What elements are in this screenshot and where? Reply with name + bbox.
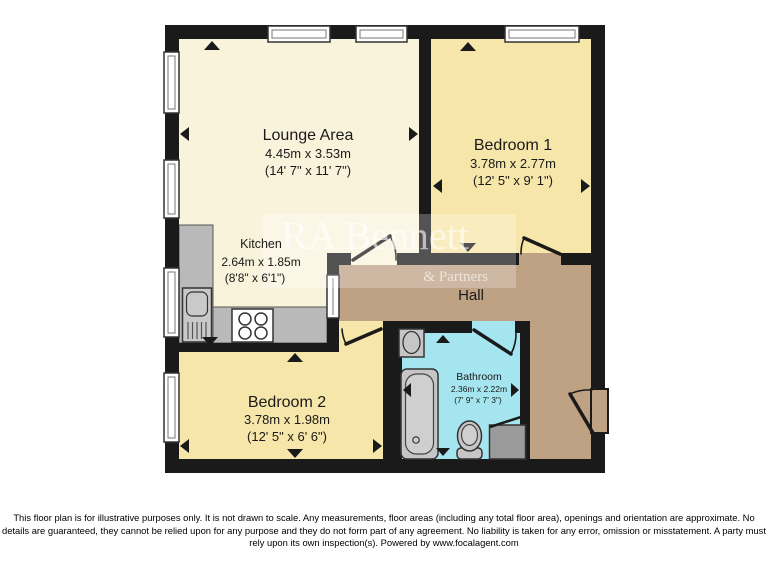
svg-text:Bedroom 1: Bedroom 1: [473, 137, 553, 154]
room-hall-lower-floor: [530, 265, 591, 459]
window-top-2: [356, 26, 407, 42]
svg-text:(12' 5" x 6' 6"): (12' 5" x 6' 6"): [247, 429, 327, 444]
toilet: [457, 421, 482, 459]
svg-text:(14' 7" x 11' 7"): (14' 7" x 11' 7"): [264, 163, 352, 178]
door-gap-bedroom1: [519, 253, 561, 265]
watermark-line1: RA Bennett: [281, 213, 469, 258]
window-top-1: [268, 26, 330, 42]
svg-text:Bathroom: Bathroom: [456, 371, 502, 383]
label-bedroom2: [244, 394, 330, 444]
svg-text:2.36m x 2.22m: 2.36m x 2.22m: [450, 384, 508, 394]
label-hall: [458, 287, 484, 304]
wall-hall-top-c: [561, 253, 591, 265]
svg-text:Bedroom 2: Bedroom 2: [247, 394, 327, 411]
svg-text:Kitchen: Kitchen: [240, 237, 282, 251]
bathroom-sink: [399, 329, 424, 357]
watermark: [262, 213, 516, 288]
window-left-2: [164, 160, 179, 218]
wall-bottom: [165, 459, 605, 473]
label-bathroom: [451, 371, 507, 405]
door-gap-entrance: [591, 389, 608, 433]
label-bedroom1: [470, 137, 556, 188]
svg-text:4.45m x 3.53m: 4.45m x 3.53m: [265, 146, 351, 161]
label-lounge: [263, 127, 354, 178]
svg-text:3.78m x 2.77m: 3.78m x 2.77m: [470, 156, 556, 171]
wall-hall-bottom-a: [327, 321, 339, 333]
window-left-3: [164, 268, 179, 337]
bathtub: [401, 369, 438, 459]
svg-text:Hall: Hall: [458, 287, 484, 304]
svg-text:2.64m x 1.85m: 2.64m x 1.85m: [221, 255, 301, 269]
svg-text:(7' 9" x 7' 3"): (7' 9" x 7' 3"): [454, 395, 502, 405]
hob: [232, 309, 273, 342]
window-left-4: [164, 373, 179, 442]
wall-kitchen-bedroom2: [165, 343, 339, 352]
kitchen-sink: [183, 288, 212, 342]
watermark-line2: & Partners: [423, 269, 488, 285]
window-top-3: [505, 26, 579, 42]
svg-text:Lounge Area: Lounge Area: [262, 127, 354, 144]
svg-text:3.78m x 1.98m: 3.78m x 1.98m: [244, 412, 330, 427]
svg-text:(12' 5" x 9' 1"): (12' 5" x 9' 1"): [473, 173, 553, 188]
svg-text:(8'8" x 6'1"): (8'8" x 6'1"): [224, 271, 286, 285]
disclaimer-text: This floor plan is for illustrative purposes only. It is not drawn to scale. Any measurements, floor areas (including any total floor area), openings and orientation are approximate. No details are guaranteed, they cannot be relied upon for any purpose and they do not form part of any agreement. No liability is taken for any error, omission or misstatement. A party must rely upon its own inspection(s). Powered by www.focalagent.com: [2, 512, 766, 549]
window-left-1: [164, 52, 179, 113]
